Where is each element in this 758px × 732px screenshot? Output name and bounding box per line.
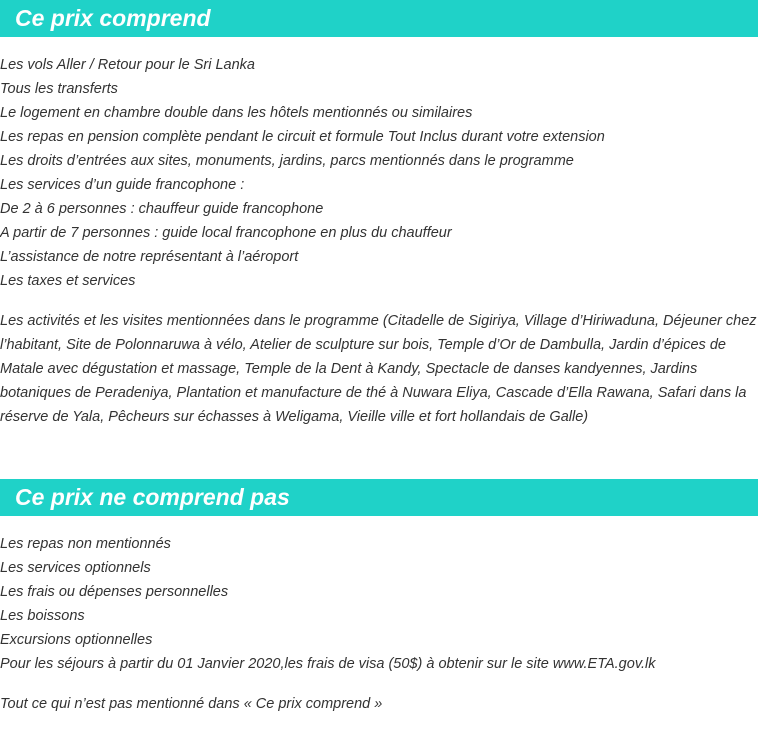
excluded-item: Pour les séjours à partir du 01 Janvier 2020,les frais de visa (50$) à obtenir sur le site www.ETA.gov.lk xyxy=(0,656,656,672)
included-item: De 2 à 6 personnes : chauffeur guide francophone xyxy=(0,201,324,217)
included-item: Les vols Aller / Retour pour le Sri Lanka xyxy=(0,57,255,73)
included-item: Les taxes et services xyxy=(0,273,136,289)
excluded-section-header xyxy=(0,479,758,516)
excluded-item: Les frais ou dépenses personnelles xyxy=(0,584,229,600)
included-title: Ce prix comprend xyxy=(15,5,211,31)
included-item: L’assistance de notre représentant à l’aéroport xyxy=(0,249,299,265)
included-item: Les repas en pension complète pendant le circuit et formule Tout Inclus durant votre extension xyxy=(0,129,605,145)
included-list xyxy=(0,53,605,293)
excluded-title: Ce prix ne comprend pas xyxy=(15,484,290,510)
excluded-item: Les services optionnels xyxy=(0,560,151,576)
excluded-item: Excursions optionnelles xyxy=(0,632,153,648)
excluded-list xyxy=(0,532,656,676)
included-item: Tous les transferts xyxy=(0,81,118,97)
included-activities-paragraph: Les activités et les visites mentionnées dans le programme (Citadelle de Sigiriya, Village d’Hiriwaduna, Déjeuner chez l’habitant, Site de Polonnaruwa à vélo, Atelier de sculpture sur bois, Temple d’Or de Dambulla, Jardin d’épices de Matale avec dégustation et massage, Temple de la Dent à Kandy, Spectacle de danses kandyennes, Jardins botaniques de Peradeniya, Plantation et manufacture de thé à Nuwara Eliya, Cascade d’Ella Rawana, Safari dans la réserve de Yala, Pêcheurs sur échasses à Weligama, Vieille ville et fort hollandais de Galle) xyxy=(0,313,757,425)
included-section-header xyxy=(0,0,758,37)
included-item: Le logement en chambre double dans les hôtels mentionnés ou similaires xyxy=(0,105,473,121)
included-item: A partir de 7 personnes : guide local francophone en plus du chauffeur xyxy=(0,225,452,241)
excluded-note: Tout ce qui n’est pas mentionné dans « Ce prix comprend » xyxy=(0,696,383,712)
excluded-item: Les boissons xyxy=(0,608,85,624)
excluded-item: Les repas non mentionnés xyxy=(0,536,171,552)
included-item: Les services d’un guide francophone : xyxy=(0,177,245,193)
included-item: Les droits d’entrées aux sites, monuments, jardins, parcs mentionnés dans le programme xyxy=(0,153,574,169)
